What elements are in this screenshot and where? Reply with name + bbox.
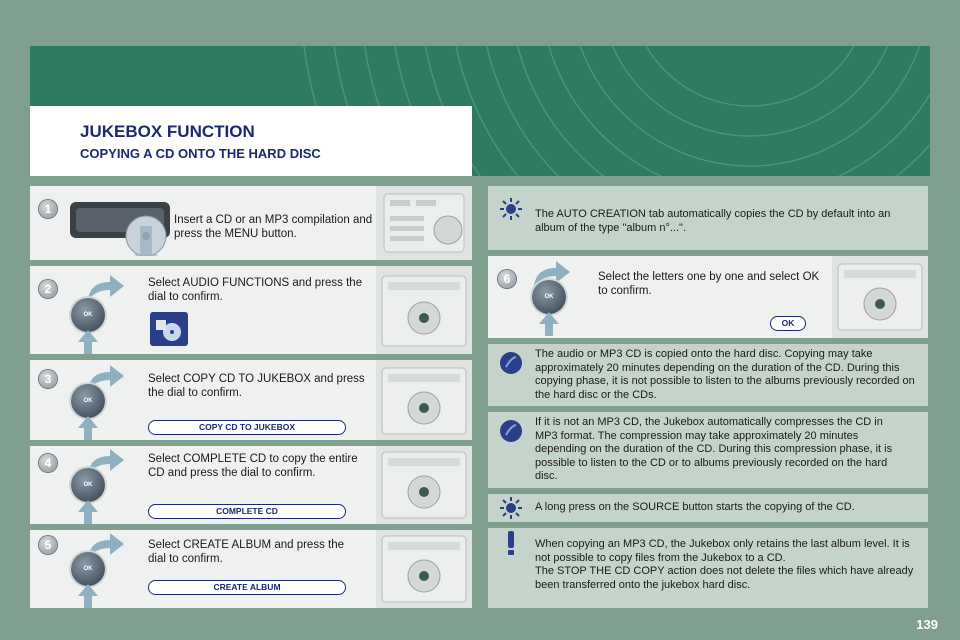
step-number: 1 bbox=[39, 200, 57, 218]
step-text: Select CREATE ALBUM and press the dial to confirm. bbox=[148, 539, 345, 565]
radio-panel bbox=[376, 186, 472, 260]
menu-option-label: COMPLETE CD bbox=[148, 504, 346, 519]
step-3 bbox=[30, 360, 472, 440]
note-text: A long press on the SOURCE button starts the copying of the CD. bbox=[535, 501, 855, 513]
page-subtitle: COPYING A CD ONTO THE HARD DISC bbox=[80, 146, 321, 161]
step-4 bbox=[30, 446, 472, 524]
arrow-down-icon bbox=[78, 584, 98, 608]
menu-option-label: CREATE ALBUM bbox=[148, 580, 346, 595]
ok-dial-icon: OK bbox=[71, 552, 105, 586]
page-number: 139 bbox=[916, 617, 938, 632]
step-number: 5 bbox=[39, 536, 57, 554]
ok-dial-icon: OK bbox=[71, 468, 105, 502]
step-number: 6 bbox=[498, 270, 516, 288]
sun-tip-icon bbox=[498, 495, 524, 521]
step-text: Select COPY CD TO JUKEBOX and press the dial to confirm. bbox=[148, 373, 365, 399]
note-compress bbox=[488, 412, 928, 488]
info-dot-icon bbox=[498, 350, 524, 376]
step-5 bbox=[30, 530, 472, 608]
info-dot-icon bbox=[498, 418, 524, 444]
cd-icon bbox=[70, 196, 190, 256]
arrow-down-icon bbox=[78, 416, 98, 440]
note-text: When copying an MP3 CD, the Jukebox only retains the last album level. It is not possible to copy files from the Jukebox to a CD. The STOP THE CD COPY action does not delete the files which have already been transferred onto the jukebox hard disc. bbox=[535, 538, 914, 591]
arrow-down-icon bbox=[539, 312, 559, 336]
page-title: JUKEBOX FUNCTION bbox=[80, 122, 255, 141]
note-text: The AUTO CREATION tab automatically copies the CD by default into an album of the type "album n°...". bbox=[535, 208, 891, 234]
step-text: Select AUDIO FUNCTIONS and press the dial to confirm. bbox=[148, 277, 363, 303]
step-number: 3 bbox=[39, 370, 57, 388]
audio-functions-icon bbox=[150, 312, 188, 346]
radio-panel bbox=[376, 360, 472, 440]
radio-panel bbox=[376, 530, 472, 608]
warning-icon bbox=[498, 530, 524, 556]
note-warning bbox=[488, 528, 928, 608]
step-1 bbox=[30, 186, 472, 260]
ok-dial-icon: OK bbox=[532, 280, 566, 314]
step-text: Select the letters one by one and select OK to confirm. bbox=[598, 271, 820, 297]
note-source bbox=[488, 494, 928, 522]
step-number: 2 bbox=[39, 280, 57, 298]
ok-dial-icon: OK bbox=[71, 298, 105, 332]
note-auto-creation bbox=[488, 186, 928, 250]
step-6 bbox=[488, 256, 928, 338]
ok-dial-icon: OK bbox=[71, 384, 105, 418]
radio-panel bbox=[376, 266, 472, 354]
step-text: Insert a CD or an MP3 compilation and press the MENU button. bbox=[174, 214, 373, 240]
note-text: If it is not an MP3 CD, the Jukebox automatically compresses the CD in MP3 format. The compression may take approximately 20 minutes depending on the duration of the CD. During this compression phase, it is possible to listen to the CD or to albums previously recorded on the hard disc. bbox=[535, 416, 893, 483]
menu-option-label: COPY CD TO JUKEBOX bbox=[148, 420, 346, 435]
step-2 bbox=[30, 266, 472, 354]
radio-panel bbox=[832, 256, 928, 338]
arrow-down-icon bbox=[78, 500, 98, 524]
step-number: 4 bbox=[39, 454, 57, 472]
sun-tip-icon bbox=[498, 196, 524, 222]
note-copy-time bbox=[488, 344, 928, 406]
radio-panel bbox=[376, 446, 472, 524]
note-text: The audio or MP3 CD is copied onto the hard disc. Copying may take approximately 20 minutes depending on the duration of the CD. During this copying phase, it is not possible to listen to the albums previously recorded on the hard disc or the CDs. bbox=[535, 348, 915, 401]
arrow-down-icon bbox=[78, 330, 98, 354]
step-text: Select COMPLETE CD to copy the entire CD and press the dial to confirm. bbox=[148, 453, 358, 479]
ok-button-label: OK bbox=[770, 316, 806, 331]
